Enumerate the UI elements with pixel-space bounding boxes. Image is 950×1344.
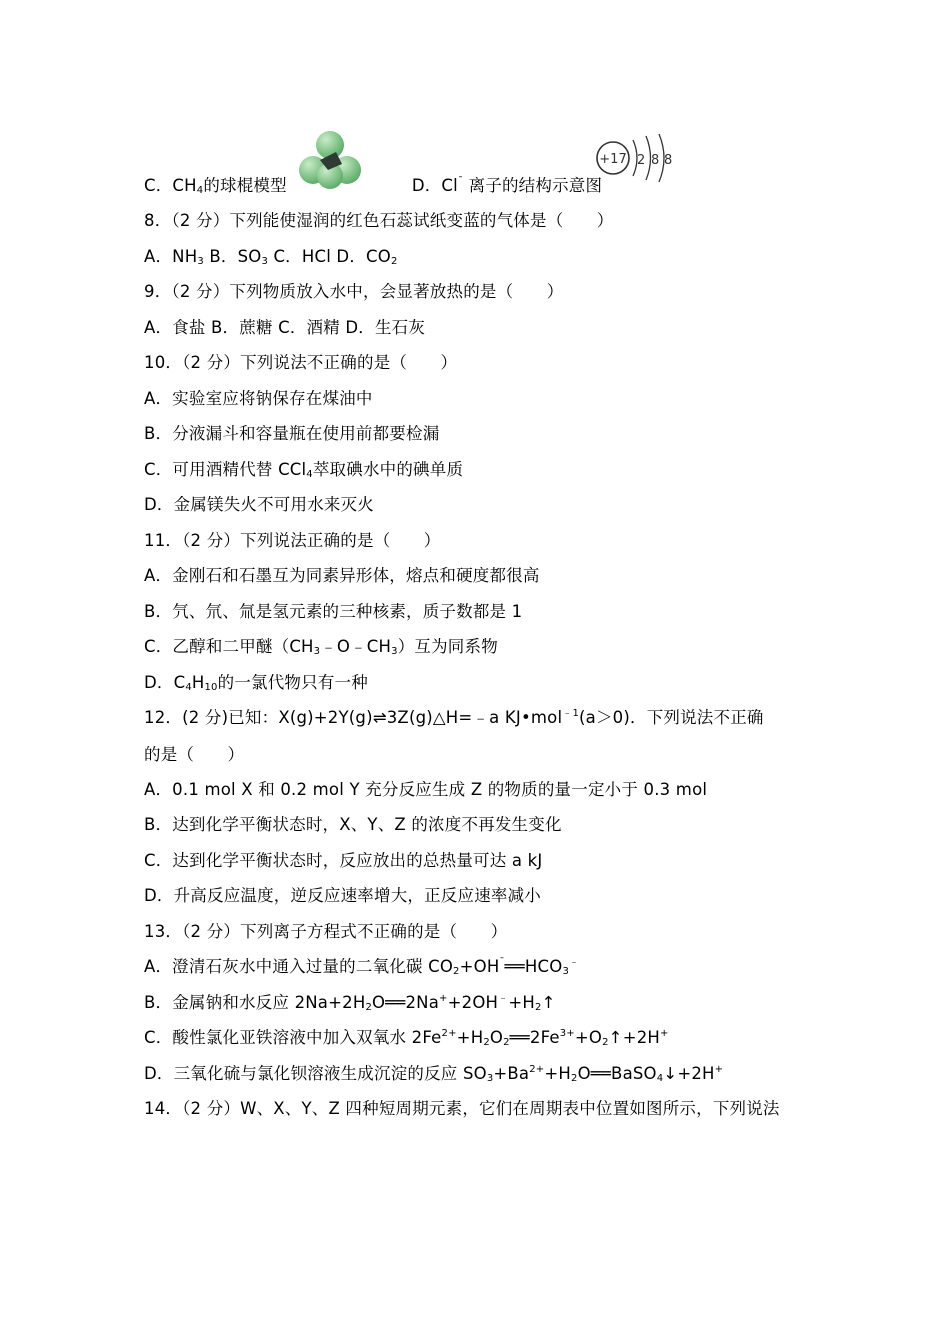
- question-12-continued: 的是（ ）: [144, 745, 245, 764]
- question-13: 13．（2 分）下列离子方程式不正确的是（ ）: [144, 922, 508, 941]
- question-14: 14．（2 分）W、X、Y、Z 四种短周期元素，它们在周期表中位置如图所示，下列说法: [144, 1099, 780, 1118]
- ch4-ball-stick-model-image: [298, 130, 362, 190]
- question-12-option-b: B．达到化学平衡状态时，X、Y、Z 的浓度不再发生变化: [144, 815, 562, 834]
- option-d: D．Cl¯ 离子的结构示意图: [411, 176, 603, 195]
- shell-1-count: 2: [637, 153, 646, 168]
- question-10: 10．（2 分）下列说法不正确的是（ ）: [144, 353, 458, 372]
- question-12-option-a: A．0.1 mol X 和 0.2 mol Y 充分反应生成 Z 的物质的量一定小于 0.3 mol: [144, 780, 708, 799]
- question-13-option-a: A．澄清石灰水中通入过量的二氧化碳 $CO_2+OH^¯══HCO_3^﹣$: [144, 957, 580, 977]
- question-12-option-c: C．达到化学平衡状态时，反应放出的总热量可达 a kJ: [144, 851, 543, 870]
- option-c-d-line: [144, 175, 602, 197]
- question-11-option-b: B．氕、氘、氚是氢元素的三种核素，质子数都是 1: [144, 602, 523, 621]
- chloride-ion-structure-diagram: [593, 128, 685, 188]
- shell-3-count: 8: [664, 153, 673, 168]
- question-11: 11．（2 分）下列说法正确的是（ ）: [144, 531, 441, 550]
- question-11-option-d: D．$C_4H_{10}$的一氯代物只有一种: [144, 673, 368, 693]
- shell-2-count: 8: [651, 153, 660, 168]
- question-12-option-d: D．升高反应温度，逆反应速率增大，正反应速率减小: [144, 886, 542, 905]
- question-12: 12．(2 分)已知：X(g)+2Y(g)⇌3Z(g)△H=﹣a KJ•mol$^{﹣1}$(a＞0)．下列说法不正确: [144, 708, 764, 727]
- question-11-option-c: C．乙醇和二甲醚$(CH_3﹣O﹣CH_3)$互为同系物: [144, 637, 498, 657]
- question-8: 8．（2 分）下列能使湿润的红色石蕊试纸变蓝的气体是（ ）: [144, 211, 614, 230]
- question-11-option-a: A．金刚石和石墨互为同素异形体，熔点和硬度都很高: [144, 566, 540, 585]
- question-8-options: A．$NH_3$ B．$SO_3$ C．HCl D．$CO_2$: [144, 247, 398, 267]
- question-13-option-c: C．酸性氯化亚铁溶液中加入双氧水 $2Fe^{2+}+H_2O_2══2Fe^{3+}+O_2↑+2H^+$: [144, 1028, 669, 1048]
- question-13-option-b: B．金属钠和水反应 $2Na+2H_2O══2Na^++2OH^﹣+H_2↑$: [144, 993, 556, 1013]
- question-9: 9．（2 分）下列物质放入水中，会显著放热的是（ ）: [144, 282, 564, 301]
- option-c: C．$CH_4$的球棍模型: [144, 176, 287, 196]
- question-10-option-b: B．分液漏斗和容量瓶在使用前都要检漏: [144, 424, 440, 443]
- question-10-option-a: A．实验室应将钠保存在煤油中: [144, 389, 373, 408]
- nucleus-charge: +17: [599, 152, 627, 167]
- question-10-option-d: D．金属镁失火不可用水来灭火: [144, 495, 375, 514]
- question-9-options: A．食盐 B．蔗糖 C．酒精 D．生石灰: [144, 318, 426, 337]
- question-10-option-c: C．可用酒精代替 CCl$_4$萃取碘水中的碘单质: [144, 460, 464, 480]
- question-13-option-d: D．三氧化硫与氯化钡溶液生成沉淀的反应 $SO_3+Ba^{2+}+H_2O══BaSO_4↓+2H^+$: [144, 1064, 724, 1084]
